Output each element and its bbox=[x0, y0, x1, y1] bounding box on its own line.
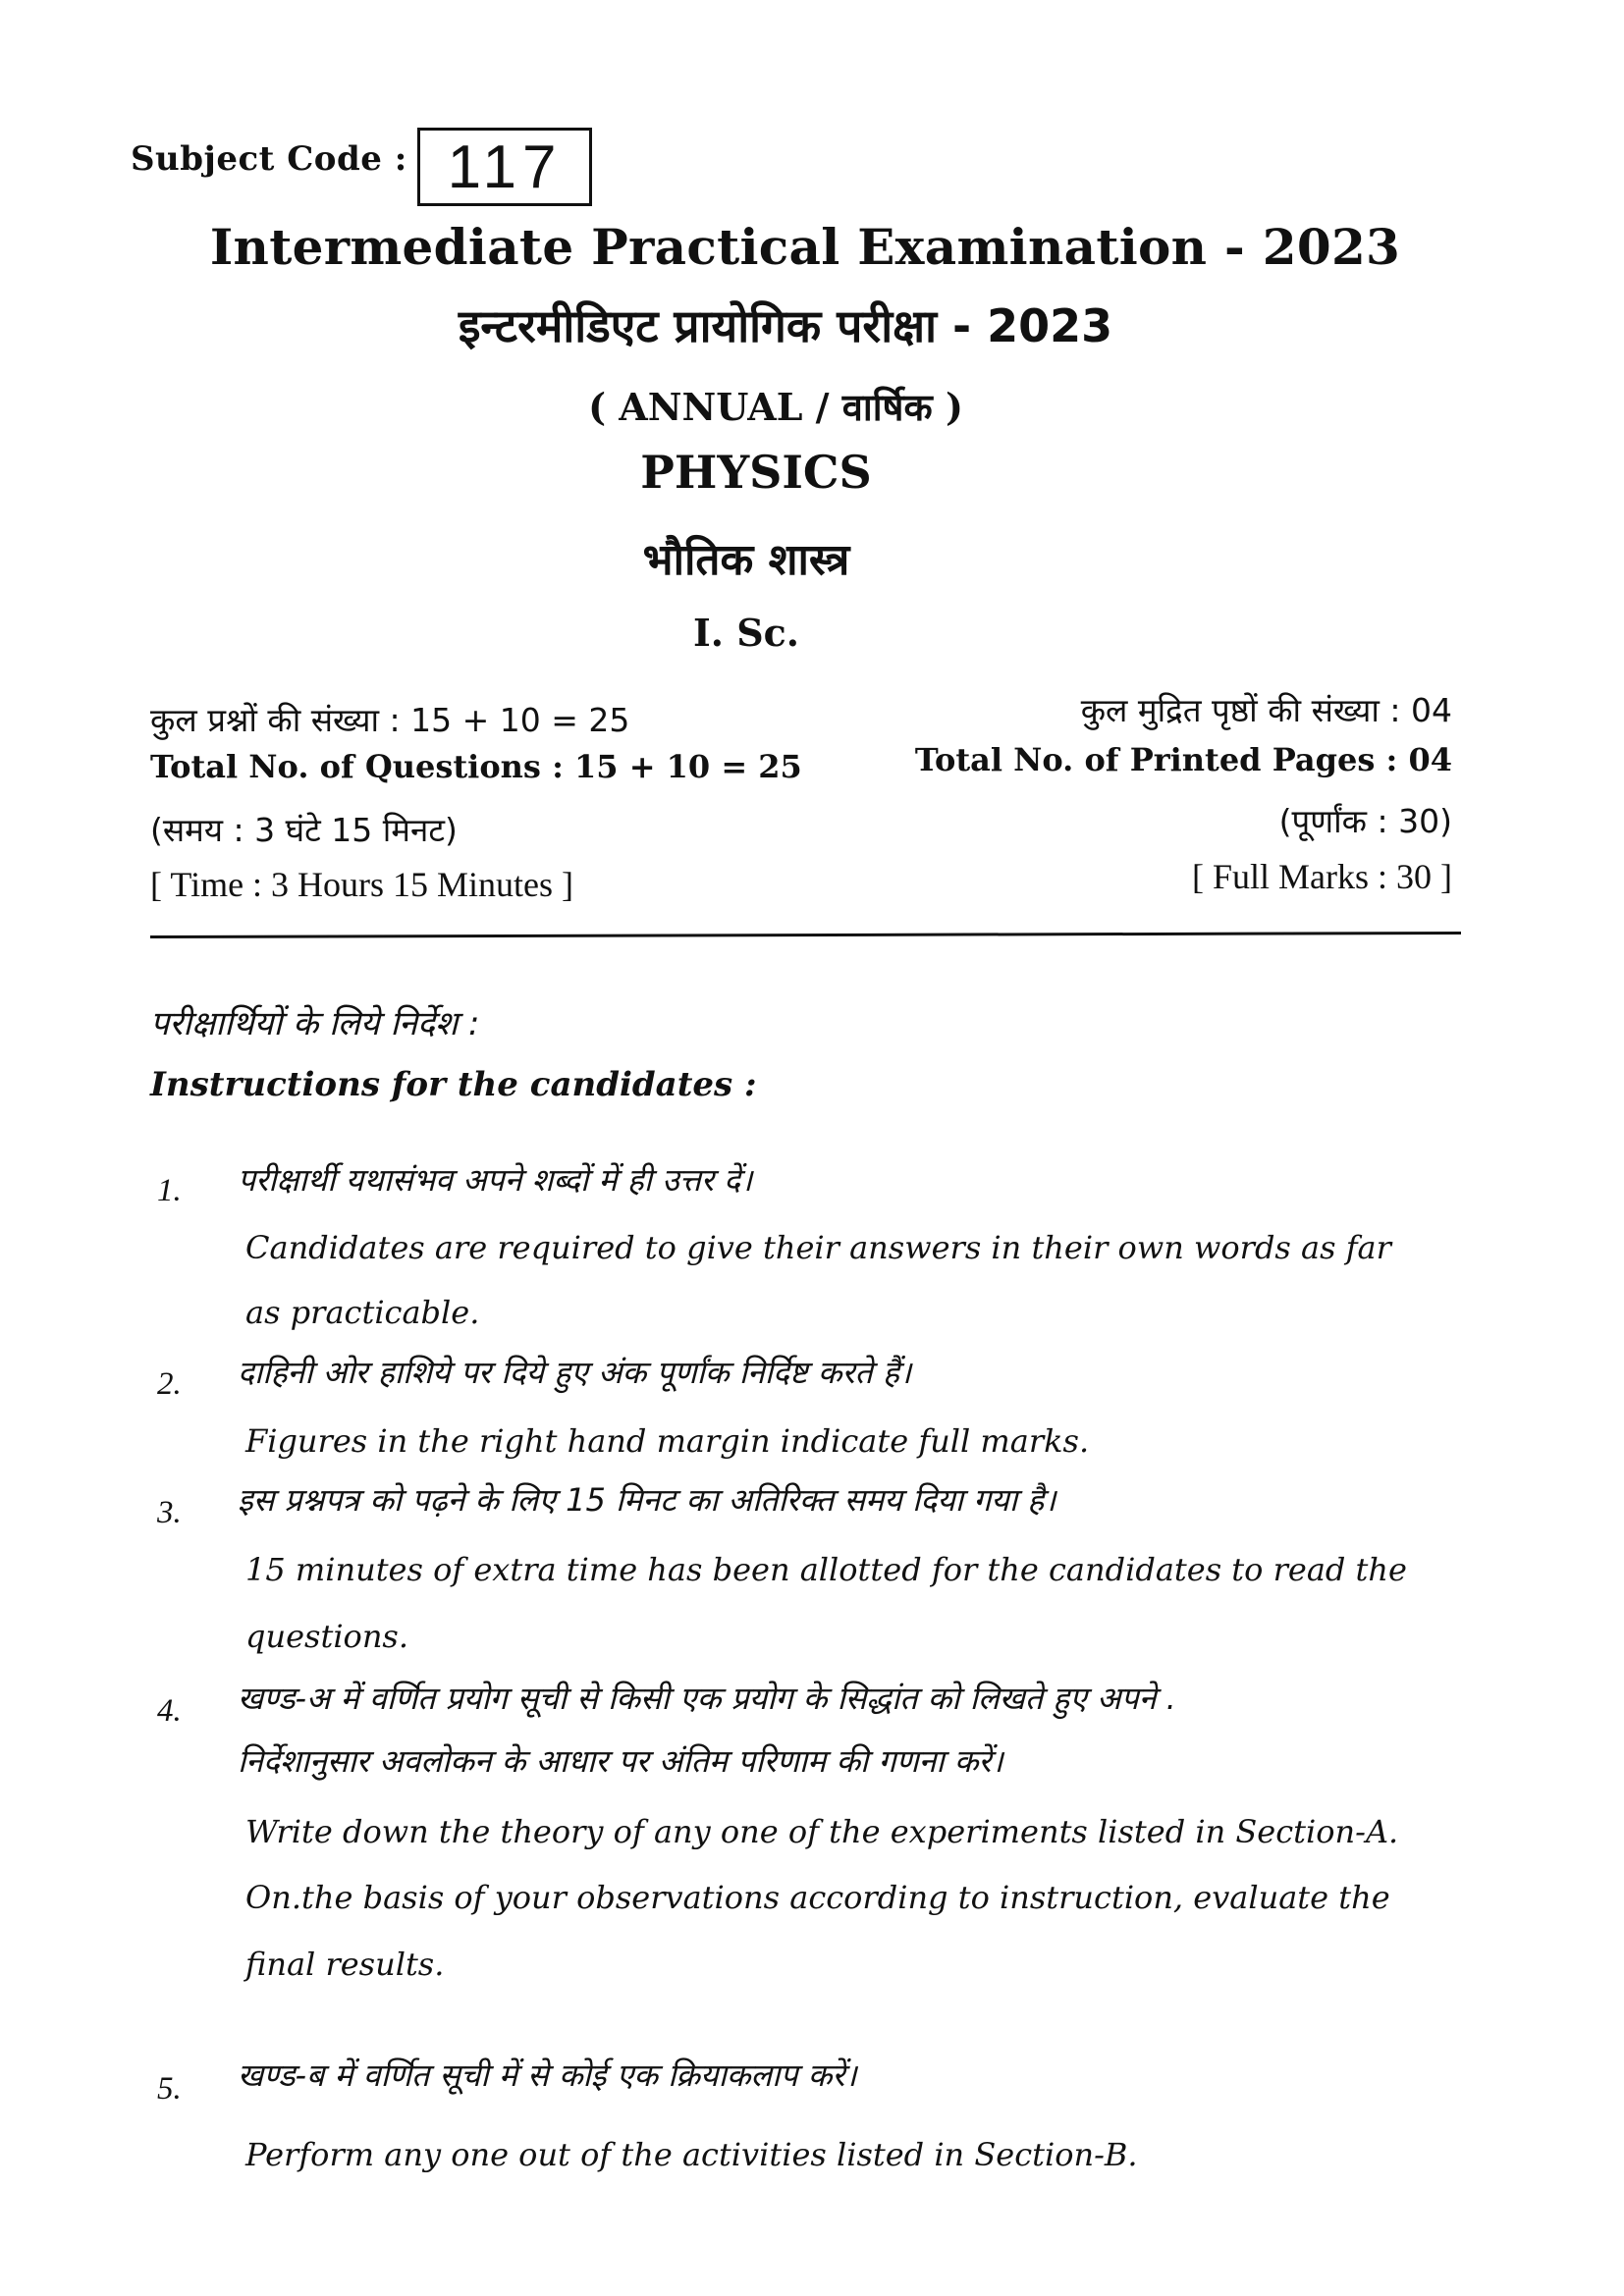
stream-label: I. Sc. bbox=[692, 611, 800, 655]
subject-code-label: Subject Code : bbox=[131, 139, 407, 179]
horizontal-divider bbox=[150, 932, 1461, 938]
exam-session: ( ANNUAL / वार्षिक ) bbox=[588, 385, 963, 429]
instruction-text-english: final results. bbox=[245, 1946, 445, 1983]
instruction-number: 3. bbox=[157, 1495, 182, 1530]
instruction-text-hindi: इस प्रश्नपत्र को पढ़ने के लिए 15 मिनट का अतिरिक्त समय दिया गया है। bbox=[238, 1481, 1056, 1519]
instruction-text-hindi: परीक्षार्थी यथासंभव अपने शब्दों में ही उत्तर दें। bbox=[238, 1161, 753, 1199]
instruction-text-english: Figures in the right hand margin indicate full marks. bbox=[245, 1422, 1090, 1460]
total-questions-hindi: कुल प्रश्नों की संख्या : 15 + 10 = 25 bbox=[150, 701, 630, 739]
subject-name-english: PHYSICS bbox=[640, 446, 872, 499]
full-marks-english: [ Full Marks : 30 ] bbox=[1192, 857, 1452, 896]
instruction-text-english: questions. bbox=[245, 1618, 409, 1655]
instruction-text-english: On.the basis of your observations according to instruction, evaluate the bbox=[245, 1879, 1390, 1916]
instruction-number: 4. bbox=[157, 1693, 182, 1729]
instructions-heading-english: Instructions for the candidates : bbox=[150, 1065, 757, 1104]
instruction-text-hindi: दाहिनी ओर हाशिये पर दिये हुए अंक पूर्णांक निर्दिष्ट करते हैं। bbox=[238, 1354, 912, 1391]
instruction-text-english: 15 minutes of extra time has been allotted for the candidates to read the bbox=[245, 1551, 1407, 1588]
total-pages-english: Total No. of Printed Pages : 04 bbox=[914, 741, 1452, 778]
instruction-text-english: Write down the theory of any one of the experiments listed in Section-A. bbox=[245, 1813, 1399, 1850]
instruction-text-english: as practicable. bbox=[245, 1294, 480, 1331]
total-pages-hindi: कुल मुद्रित पृष्ठों की संख्या : 04 bbox=[1080, 691, 1452, 729]
time-hindi: (समय : 3 घंटे 15 मिनट) bbox=[150, 811, 458, 849]
instruction-text-english: Perform any one out of the activities listed in Section-B. bbox=[245, 2136, 1138, 2173]
time-english: [ Time : 3 Hours 15 Minutes ] bbox=[150, 865, 574, 904]
subject-name-hindi: भौतिक शास्त्र bbox=[642, 535, 850, 585]
instructions-heading-hindi: परीक्षार्थियों के लिये निर्देश : bbox=[150, 1004, 480, 1043]
exam-title-hindi: इन्टरमीडिएट प्रायोगिक परीक्षा - 2023 bbox=[458, 299, 1113, 352]
instruction-number: 5. bbox=[157, 2071, 182, 2107]
instruction-text-hindi: खण्ड-ब में वर्णित सूची में से कोई एक क्रियाकलाप करें। bbox=[238, 2056, 857, 2094]
subject-code-box: 117 bbox=[417, 128, 592, 206]
instruction-text-hindi: निर्देशानुसार अवलोकन के आधार पर अंतिम परिणाम की गणना करें। bbox=[238, 1742, 1003, 1780]
full-marks-hindi: (पूर्णांक : 30) bbox=[1278, 802, 1452, 840]
instruction-text-english: Candidates are required to give their answers in their own words as far bbox=[245, 1229, 1391, 1266]
exam-title-english: Intermediate Practical Examination - 2023 bbox=[209, 218, 1401, 276]
instruction-text-hindi: खण्ड-अ में वर्णित प्रयोग सूची से किसी एक प्रयोग के सिद्धांत को लिखते हुए अपने . bbox=[238, 1680, 1176, 1717]
instruction-number: 2. bbox=[157, 1366, 182, 1402]
instruction-number: 1. bbox=[157, 1173, 182, 1208]
total-questions-english: Total No. of Questions : 15 + 10 = 25 bbox=[150, 748, 802, 785]
